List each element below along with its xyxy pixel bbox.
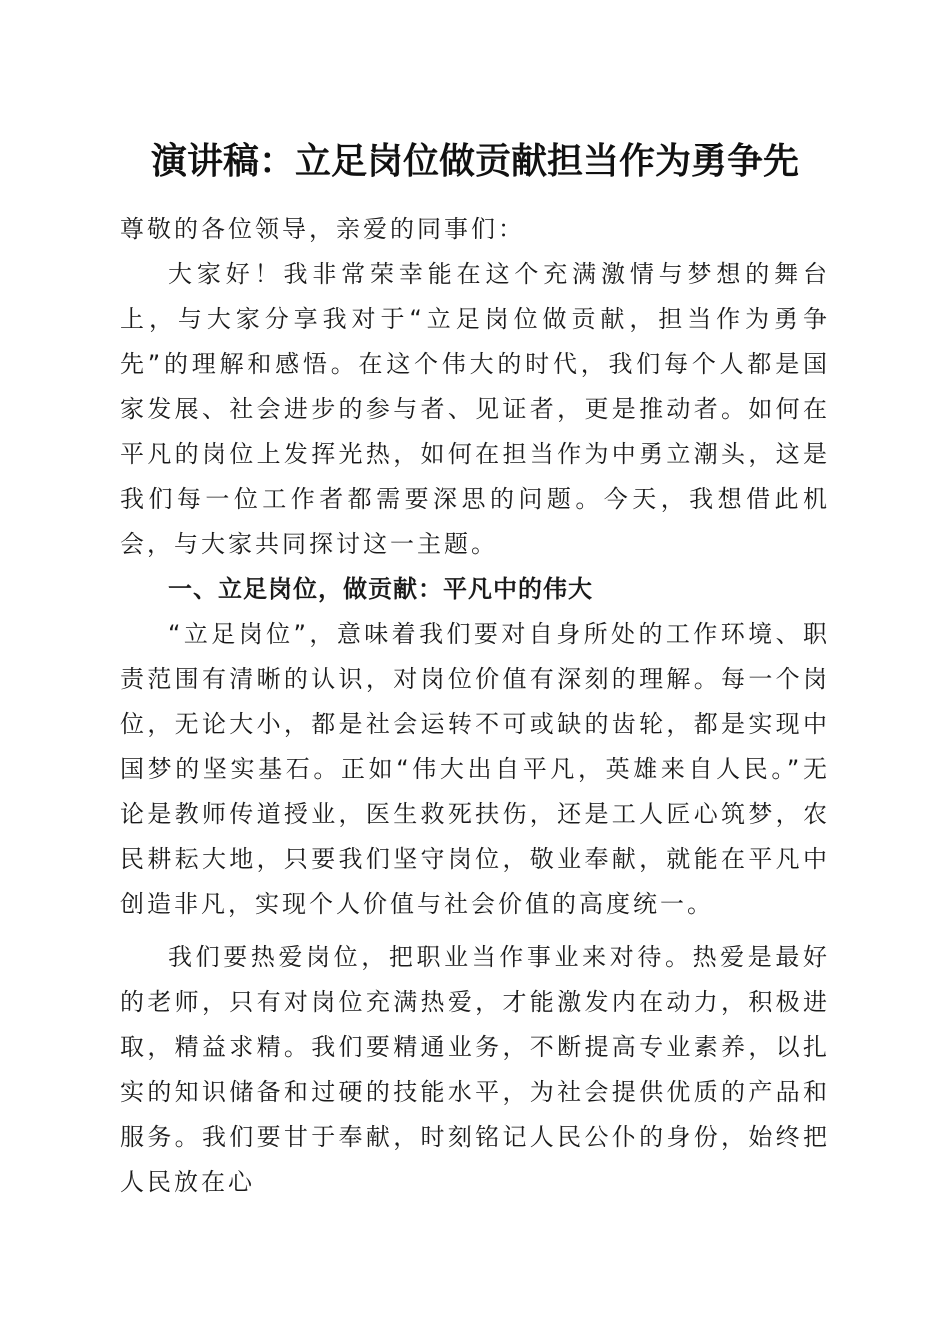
paragraph-intro: 大家好！我非常荣幸能在这个充满激情与梦想的舞台上，与大家分享我对于“立足岗位做贡献，担当作为勇争先”的理解和感悟。在这个伟大的时代，我们每个人都是国家发展、社会进步的参与者、见证者，更是推动者。如何在平凡的岗位上发挥光热，如何在担当作为中勇立潮头，这是我们每一位工作者都需要深思的问题。今天，我想借此机会，与大家共同探讨这一主题。 bbox=[120, 260, 830, 558]
document-title: 演讲稿：立足岗位做贡献担当作为勇争先 bbox=[150, 140, 799, 182]
section-heading: 一、立足岗位，做贡献：平凡中的伟大 bbox=[168, 575, 593, 603]
salutation: 尊敬的各位领导，亲爱的同事们： bbox=[120, 215, 525, 243]
document-body bbox=[120, 207, 830, 1205]
paragraph-stand-firm: “立足岗位”，意味着我们要对自身所处的工作环境、职责范围有清晰的认识，对岗位价值有深刻的理解。每一个岗位，无论大小，都是社会运转不可或缺的齿轮，都是实现中国梦的坚实基石。正如“伟大出自平凡，英雄来自人民。”无论是教师传道授业，医生救死扶伤，还是工人匠心筑梦，农民耕耘大地，只要我们坚守岗位，敬业奉献，就能在平凡中创造非凡，实现个人价值与社会价值的高度统一。 bbox=[120, 620, 830, 918]
paragraph-love-job: 我们要热爱岗位，把职业当作事业来对待。热爱是最好的老师，只有对岗位充满热爱，才能激发内在动力，积极进取，精益求精。我们要精通业务，不断提高专业素养，以扎实的知识储备和过硬的技能水平，为社会提供优质的产品和服务。我们要甘于奉献，时刻铭记人民公仆的身份，始终把人民放在心 bbox=[120, 943, 830, 1196]
